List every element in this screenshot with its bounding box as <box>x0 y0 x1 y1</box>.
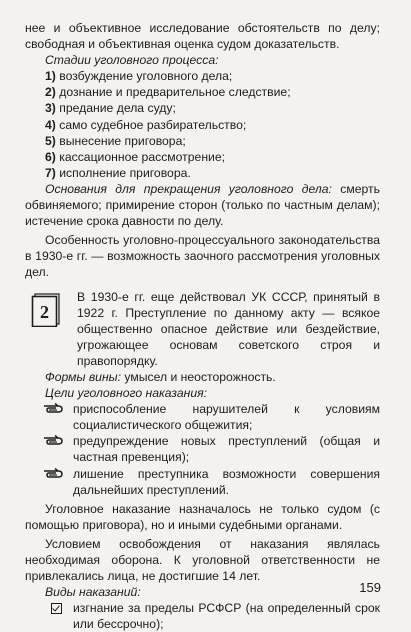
stages-heading: Стадии уголовного процесса: <box>45 53 219 68</box>
paragraph-principles: нее и объективное исследование обстоятельств по делу; свободная и объективная оценка судом доказательств. <box>25 21 380 52</box>
punishments-list <box>25 600 380 632</box>
paragraph-sentence: Уголовное наказание назначалось не только судом (с помощью приговора), но и иными судебными органами. <box>25 501 380 532</box>
stages-list <box>25 68 380 181</box>
list-item: лишение преступника возможности совершения дальнейших преступлений. <box>25 466 380 498</box>
paragraph-release: Условием освобождения от наказания являлась необходимая оборона. К уголовной ответственности не привлекались лица, не достигшие 14 лет. <box>25 536 380 584</box>
pointing-hand-icon <box>43 435 69 447</box>
paragraph-feature: Особенность уголовно-процессуального законодательства в 1930-е гг. — возможность заочного рассмотрения уголовных дел. <box>25 233 380 280</box>
section-number: 2 <box>40 301 49 322</box>
pointing-hand-icon <box>43 403 69 415</box>
paragraph-grounds: Основания для прекращения уголовного дела: смерть обвиняемого; примирение сторон (только по частным делам); истечение срока давности по делу. <box>25 181 380 229</box>
list-item: предупреждение новых преступлений (общая и частная превенция); <box>25 433 380 465</box>
list-item: 2) дознание и предварительное следствие; <box>45 85 291 100</box>
paragraph-guilt: Формы вины: умысел и неосторожность. <box>45 369 276 384</box>
paragraph-code: В 1930-е гг. еще действовал УК СССР, принятый в 1922 г. Преступление по данному акту — всякое общественно опасное действие или бездействие, угрожающее основам советского строя и правопорядку. <box>77 289 380 368</box>
list-item: 4) само судебное разбирательство; <box>45 117 247 132</box>
punishments-heading: Виды наказаний: <box>45 585 141 600</box>
list-item: 3) предание дела суду; <box>45 101 176 116</box>
list-item: приспособление нарушителей к условиям социалистического общежития; <box>25 401 380 433</box>
page-content <box>25 20 380 632</box>
goals-list <box>25 401 380 498</box>
list-item: 7) исполнение приговора. <box>45 165 191 180</box>
list-item: 1) возбуждение уголовного дела; <box>45 69 233 84</box>
pointing-hand-icon <box>43 468 69 480</box>
section-number-icon <box>31 293 61 327</box>
list-item: изгнание за пределы РСФСР (на определенный срок или бессрочно); <box>25 600 380 632</box>
section-2-block <box>25 289 380 369</box>
list-item: 6) кассационное рассмотрение; <box>45 149 226 164</box>
list-item: 5) вынесение приговора; <box>45 133 186 148</box>
goals-heading: Цели уголовного наказания: <box>45 386 207 401</box>
page-number: 159 <box>359 580 381 595</box>
